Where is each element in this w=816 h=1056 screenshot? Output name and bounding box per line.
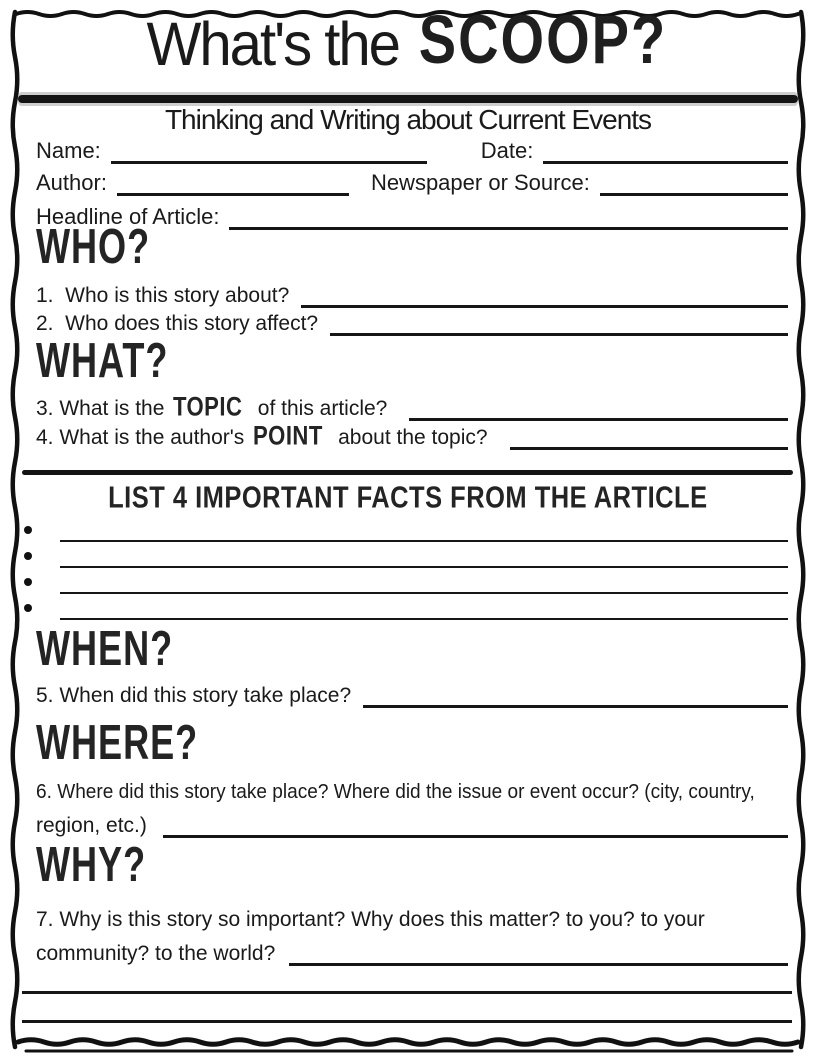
date-label: Date: — [480, 138, 534, 163]
question-7-blank-line — [289, 938, 788, 966]
question-5-row — [36, 684, 788, 708]
extra-writing-line-1 — [22, 991, 792, 994]
facts-heading-wrap — [0, 478, 816, 515]
fact-row-4 — [22, 594, 788, 620]
question-7-text-line2: community? to the world? — [36, 942, 276, 965]
question-2-text: 2. Who does this story affect? — [36, 312, 319, 335]
question-2-blank-line — [330, 314, 788, 336]
headline-label: Headline of Article: — [36, 204, 220, 229]
question-5-text: 5. When did this story take place? — [36, 684, 352, 707]
fact-row-2 — [22, 542, 788, 568]
question-6-text-line1: 6. Where did this story take place? Where did the issue or event occur? (city, country, — [36, 780, 755, 803]
section-why — [36, 838, 152, 893]
bullet-dot-icon — [24, 526, 32, 534]
author-label: Author: — [36, 170, 107, 195]
source-label: Newspaper or Source: — [370, 170, 590, 195]
bullet-dot-icon — [24, 552, 32, 560]
question-4-text-pre: 4. What is the author's — [36, 426, 245, 449]
source-blank-line — [600, 170, 788, 196]
question-7-text-line1: 7. Why is this story so important? Why does this matter? to you? to your — [36, 908, 705, 931]
question-4-keyword: POINT — [253, 420, 324, 452]
page-title — [0, 0, 816, 80]
fact-2-blank-line — [60, 542, 788, 568]
who-heading: WHO? — [36, 220, 151, 275]
question-4-blank-line — [510, 426, 788, 450]
subtitle: Thinking and Writing about Current Events — [164, 104, 652, 135]
title-underline-bar — [18, 95, 798, 103]
section-who — [36, 220, 156, 275]
name-blank-line — [111, 138, 427, 164]
when-heading: WHEN? — [36, 622, 174, 677]
date-blank-line — [543, 138, 788, 164]
name-label: Name: — [36, 138, 101, 163]
facts-heading: LIST 4 IMPORTANT FACTS FROM THE ARTICLE — [108, 478, 708, 515]
bullet-dot-icon — [24, 604, 32, 612]
fact-3-blank-line — [60, 568, 788, 594]
question-6-row2 — [36, 810, 788, 838]
what-heading: WHAT? — [36, 334, 169, 389]
question-1-row — [36, 286, 788, 308]
question-6-blank-line — [163, 810, 788, 838]
author-blank-line — [117, 170, 349, 196]
author-source-row — [36, 170, 788, 196]
why-heading: WHY? — [36, 838, 147, 893]
border-right-wave — [799, 12, 804, 1047]
question-3-keyword: TOPIC — [173, 391, 243, 423]
question-3-row — [36, 391, 788, 423]
section-where — [36, 716, 207, 771]
question-4-text-post: about the topic? — [338, 426, 488, 449]
section-when — [36, 622, 180, 677]
question-3-text-pre: 3. What is the — [36, 397, 165, 420]
where-heading: WHERE? — [36, 716, 199, 771]
section-divider-bar — [22, 470, 793, 475]
fact-4-blank-line — [60, 594, 788, 620]
question-1-text: 1. Who is this story about? — [36, 284, 290, 307]
title-script-text: What's the — [146, 9, 399, 79]
fact-1-blank-line — [60, 516, 788, 542]
question-7-row2 — [36, 938, 788, 966]
fact-row-3 — [22, 568, 788, 594]
fact-row-1 — [22, 516, 788, 542]
question-6-text-line2: region, etc.) — [36, 814, 147, 837]
headline-blank-line — [229, 203, 788, 230]
question-4-row — [36, 420, 788, 452]
question-3-blank-line — [409, 397, 788, 421]
question-3-text-post: of this article? — [257, 397, 388, 420]
name-date-row — [36, 138, 788, 164]
extra-writing-line-2 — [22, 1020, 792, 1023]
question-5-blank-line — [363, 684, 788, 708]
border-bottom-wave — [18, 1040, 798, 1045]
bullet-dot-icon — [24, 578, 32, 586]
question-1-blank-line — [301, 286, 788, 308]
title-stencil-text: SCOOP? — [418, 0, 668, 78]
section-what — [36, 334, 175, 389]
question-2-row — [36, 314, 788, 336]
border-left-wave — [13, 12, 18, 1047]
